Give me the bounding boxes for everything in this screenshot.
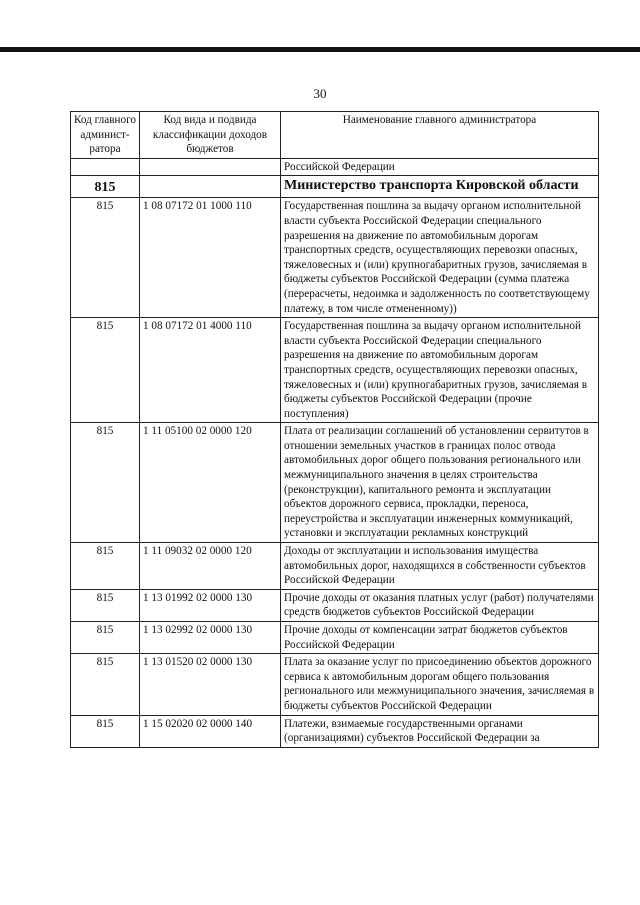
header-kbk-code: Код вида и подвида классификации доходов бюджетов xyxy=(140,112,281,159)
table-row xyxy=(71,715,599,747)
row-kbk-code: 1 08 07172 01 4000 110 xyxy=(140,318,281,423)
table-row xyxy=(71,318,599,423)
revenue-admin-table xyxy=(70,111,599,748)
row-admin-name: Государственная пошлина за выдачу органом исполнительной власти субъекта Российской Федерации специального разрешения на движение по автомобильным дорогам транспортных средств, осуществляющих перевозки опасных, тяжеловесных и (или) крупногабаритных грузов, зачисляемая в бюджеты субъектов Российской Федерации (сумма платежа (перерасчеты, недоимка и задолженность по соответствующему платежу, в том числе отмененному)) xyxy=(281,198,599,318)
row-admin-name: Плата от реализации соглашений об установлении сервитутов в отношении земельных участков в границах полос отвода автомобильных дорог общего пользования регионального или межмуниципального значения в целях строительства (реконструкции), капитального ремонта и эксплуатации объектов дорожного сервиса, прокладки, переноса, переустройства и эксплуатации инженерных коммуникаций, установки и эксплуатации рекламных конструкций xyxy=(281,423,599,543)
row-kbk-code xyxy=(140,176,281,198)
header-admin-code: Код главного админист-ратора xyxy=(71,112,140,159)
table-row xyxy=(71,423,599,543)
row-admin-name: Министерство транспорта Кировской области xyxy=(281,176,599,198)
table-header-row xyxy=(71,112,599,159)
table-row xyxy=(71,589,599,621)
row-admin-code: 815 xyxy=(71,423,140,543)
row-kbk-code: 1 13 01520 02 0000 130 xyxy=(140,654,281,715)
table-row xyxy=(71,176,599,198)
row-admin-code: 815 xyxy=(71,715,140,747)
row-admin-code: 815 xyxy=(71,654,140,715)
page-number: 30 xyxy=(313,86,327,101)
header-admin-name: Наименование главного администратора xyxy=(281,112,599,159)
row-kbk-code: 1 11 09032 02 0000 120 xyxy=(140,543,281,590)
row-admin-code: 815 xyxy=(71,318,140,423)
row-kbk-code xyxy=(140,158,281,176)
row-kbk-code: 1 13 01992 02 0000 130 xyxy=(140,589,281,621)
table-row xyxy=(71,158,599,176)
row-admin-code: 815 xyxy=(71,176,140,198)
table-row xyxy=(71,654,599,715)
table-row xyxy=(71,198,599,318)
row-admin-code: 815 xyxy=(71,589,140,621)
row-admin-name: Доходы от эксплуатации и использования имущества автомобильных дорог, находящихся в собственности субъектов Российской Федерации xyxy=(281,543,599,590)
table-row xyxy=(71,622,599,654)
row-admin-name: Прочие доходы от компенсации затрат бюджетов субъектов Российской Федерации xyxy=(281,622,599,654)
row-admin-name: Государственная пошлина за выдачу органом исполнительной власти субъекта Российской Федерации специального разрешения на движение по автомобильным дорогам транспортных средств, осуществляющих перевозки опасных, тяжеловесных и (или) крупногабаритных грузов, зачисляемая в бюджеты субъектов Российской Федерации (прочие поступления) xyxy=(281,318,599,423)
row-kbk-code: 1 11 05100 02 0000 120 xyxy=(140,423,281,543)
row-admin-name: Плата за оказание услуг по присоединению объектов дорожного сервиса к автомобильным дорогам общего пользования регионального или межмуниципального значения, зачисляемая в бюджеты субъектов Российской Федерации xyxy=(281,654,599,715)
row-admin-code: 815 xyxy=(71,198,140,318)
row-admin-code: 815 xyxy=(71,543,140,590)
row-kbk-code: 1 13 02992 02 0000 130 xyxy=(140,622,281,654)
table-row xyxy=(71,543,599,590)
row-admin-name: Платежи, взимаемые государственными органами (организациями) субъектов Российской Федерации за xyxy=(281,715,599,747)
top-rule xyxy=(0,47,640,52)
row-admin-code: 815 xyxy=(71,622,140,654)
row-kbk-code: 1 08 07172 01 1000 110 xyxy=(140,198,281,318)
row-kbk-code: 1 15 02020 02 0000 140 xyxy=(140,715,281,747)
row-admin-name: Прочие доходы от оказания платных услуг (работ) получателями средств бюджетов субъектов Российской Федерации xyxy=(281,589,599,621)
row-admin-code xyxy=(71,158,140,176)
row-admin-name: Российской Федерации xyxy=(281,158,599,176)
